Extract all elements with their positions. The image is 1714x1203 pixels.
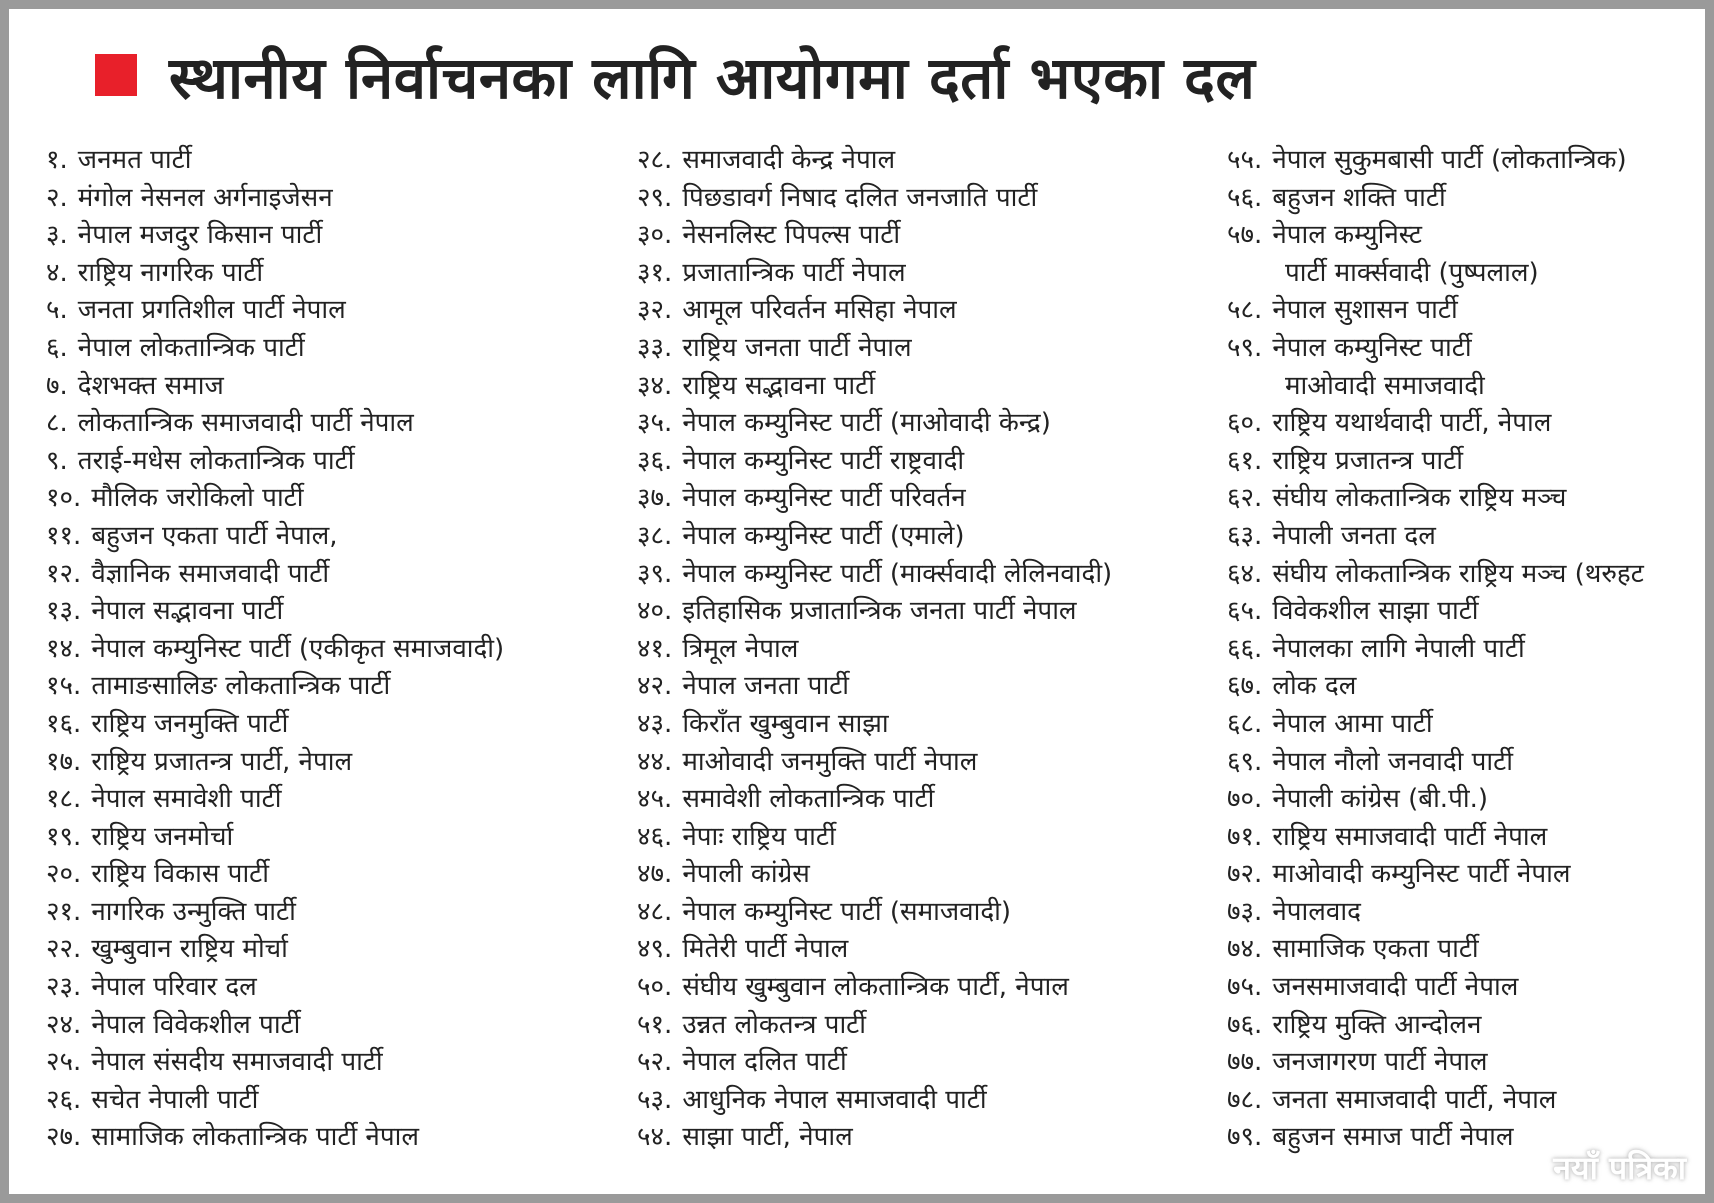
party-name: साझा पार्टी, नेपाल bbox=[682, 1122, 853, 1153]
party-name: नेपाल कम्युनिस्ट पार्टी राष्ट्रवादी bbox=[682, 445, 965, 476]
party-name: नेपालका लागि नेपाली पार्टी bbox=[1272, 633, 1525, 664]
party-name: संघीय लोकतान्त्रिक राष्ट्रिय मञ्च bbox=[1272, 483, 1567, 514]
party-name: नेपाली कांग्रेस bbox=[682, 859, 810, 890]
party-list-item bbox=[46, 1007, 504, 1045]
party-number: ९. bbox=[46, 445, 68, 476]
party-number: ७. bbox=[46, 370, 68, 401]
party-name: प्रजातान्त्रिक पार्टी नेपाल bbox=[682, 257, 906, 288]
party-list-item bbox=[1227, 1082, 1644, 1120]
party-number: ५७. bbox=[1227, 220, 1263, 251]
party-number: ६४. bbox=[1227, 558, 1263, 589]
party-name: राष्ट्रिय मुक्ति आन्दोलन bbox=[1272, 1009, 1482, 1040]
party-name: नेपाली कांग्रेस (बी.पी.) bbox=[1272, 784, 1488, 815]
party-name: त्रिमूल नेपाल bbox=[682, 633, 799, 664]
party-number: ५. bbox=[46, 295, 68, 326]
party-name: माओवादी समाजवादी bbox=[1285, 370, 1485, 401]
party-number: ६६. bbox=[1227, 633, 1263, 664]
party-number: ७१. bbox=[1227, 821, 1263, 852]
party-name: नेसनलिस्ट पिपल्स पार्टी bbox=[682, 220, 901, 251]
party-list-item bbox=[637, 217, 1112, 255]
party-list-item bbox=[637, 1044, 1112, 1082]
party-number: २५. bbox=[46, 1047, 82, 1078]
party-list-item bbox=[46, 368, 504, 406]
party-name: नेपाल समावेशी पार्टी bbox=[91, 784, 282, 815]
party-name: नेपाल मजदुर किसान पार्टी bbox=[77, 220, 323, 251]
party-column-3 bbox=[1227, 142, 1644, 1157]
party-list-item bbox=[637, 668, 1112, 706]
party-name: आधुनिक नेपाल समाजवादी पार्टी bbox=[682, 1084, 987, 1115]
party-name: नेपाल कम्युनिस्ट पार्टी (माओवादी केन्द्र) bbox=[682, 408, 1051, 439]
party-list-item bbox=[46, 744, 504, 782]
party-name: राष्ट्रिय विकास पार्टी bbox=[91, 859, 270, 890]
party-number: ७७. bbox=[1227, 1047, 1263, 1078]
party-name: वैज्ञानिक समाजवादी पार्टी bbox=[91, 558, 330, 589]
party-number: ५८. bbox=[1227, 295, 1263, 326]
party-list bbox=[0, 142, 1714, 1152]
party-name: जनजागरण पार्टी नेपाल bbox=[1272, 1047, 1488, 1078]
party-list-item bbox=[46, 292, 504, 330]
party-number: २१. bbox=[46, 896, 82, 927]
party-list-item bbox=[1227, 405, 1644, 443]
party-name: देशभक्त समाज bbox=[77, 370, 224, 401]
party-number: ४४. bbox=[637, 746, 673, 777]
party-number: ७३. bbox=[1227, 896, 1263, 927]
party-number: ५०. bbox=[637, 972, 673, 1003]
party-name: नेपाल कम्युनिस्ट पार्टी bbox=[1272, 332, 1472, 363]
party-list-item bbox=[46, 255, 504, 293]
party-name: राष्ट्रिय नागरिक पार्टी bbox=[77, 257, 264, 288]
party-name: मौलिक जरोकिलो पार्टी bbox=[91, 483, 304, 514]
party-list-item bbox=[1227, 969, 1644, 1007]
party-list-item bbox=[637, 443, 1112, 481]
party-number: २. bbox=[46, 182, 68, 213]
party-list-item-continuation bbox=[1227, 255, 1644, 293]
party-list-item bbox=[637, 180, 1112, 218]
party-list-item bbox=[1227, 781, 1644, 819]
party-number: ३१. bbox=[637, 257, 673, 288]
party-list-item bbox=[1227, 1044, 1644, 1082]
party-list-item bbox=[1227, 706, 1644, 744]
party-list-item bbox=[637, 368, 1112, 406]
party-number: २९. bbox=[637, 182, 673, 213]
party-name: इतिहासिक प्रजातान्त्रिक जनता पार्टी नेपाल bbox=[682, 596, 1077, 627]
party-name: नेपाल संसदीय समाजवादी पार्टी bbox=[91, 1047, 383, 1078]
party-number: ३२. bbox=[637, 295, 673, 326]
party-number: ४६. bbox=[637, 821, 673, 852]
party-number: ६२. bbox=[1227, 483, 1263, 514]
party-list-item bbox=[46, 1082, 504, 1120]
party-list-item bbox=[46, 931, 504, 969]
party-number: ३. bbox=[46, 220, 68, 251]
party-list-item bbox=[637, 744, 1112, 782]
party-name: नेपाल कम्युनिस्ट पार्टी (मार्क्सवादी लेलिनवादी) bbox=[682, 558, 1113, 589]
party-name: नेपाल विवेकशील पार्टी bbox=[91, 1009, 301, 1040]
party-list-item bbox=[1227, 142, 1644, 180]
party-number: ३८. bbox=[637, 520, 673, 551]
party-name: सामाजिक लोकतान्त्रिक पार्टी नेपाल bbox=[91, 1122, 419, 1153]
party-list-item bbox=[637, 405, 1112, 443]
party-number: १५. bbox=[46, 671, 82, 702]
party-list-item bbox=[637, 631, 1112, 669]
party-number: १४. bbox=[46, 633, 82, 664]
red-square-marker bbox=[95, 54, 137, 96]
party-number: १९. bbox=[46, 821, 82, 852]
party-list-item bbox=[1227, 631, 1644, 669]
party-number: २३. bbox=[46, 972, 82, 1003]
party-name: संघीय खुम्बुवान लोकतान्त्रिक पार्टी, नेपाल bbox=[682, 972, 1069, 1003]
party-list-item bbox=[1227, 443, 1644, 481]
party-list-item bbox=[46, 856, 504, 894]
party-column-1 bbox=[46, 142, 504, 1157]
party-list-item bbox=[46, 443, 504, 481]
party-number: ११. bbox=[46, 520, 82, 551]
party-number: ५९. bbox=[1227, 332, 1263, 363]
party-list-item bbox=[637, 518, 1112, 556]
party-number: ४२. bbox=[637, 671, 673, 702]
party-number: ८. bbox=[46, 408, 68, 439]
party-number: २२. bbox=[46, 934, 82, 965]
party-number: ३३. bbox=[637, 332, 673, 363]
party-number: २०. bbox=[46, 859, 82, 890]
party-number: ७८. bbox=[1227, 1084, 1263, 1115]
party-list-item bbox=[637, 1007, 1112, 1045]
party-list-item bbox=[637, 255, 1112, 293]
party-list-item bbox=[1227, 180, 1644, 218]
party-list-item bbox=[637, 330, 1112, 368]
party-name: राष्ट्रिय समाजवादी पार्टी नेपाल bbox=[1272, 821, 1548, 852]
party-name: तामाङसालिङ लोकतान्त्रिक पार्टी bbox=[91, 671, 391, 702]
party-name: तराई-मधेस लोकतान्त्रिक पार्टी bbox=[77, 445, 355, 476]
party-list-item bbox=[46, 142, 504, 180]
party-number: ३७. bbox=[637, 483, 673, 514]
party-list-item bbox=[637, 556, 1112, 594]
party-number: १०. bbox=[46, 483, 82, 514]
party-number: ३५. bbox=[637, 408, 673, 439]
party-list-item bbox=[1227, 480, 1644, 518]
party-list-item bbox=[46, 706, 504, 744]
party-name: मितेरी पार्टी नेपाल bbox=[682, 934, 849, 965]
party-name: बहुजन शक्ति पार्टी bbox=[1272, 182, 1446, 213]
party-name: समाजवादी केन्द्र नेपाल bbox=[682, 145, 896, 175]
party-name: समावेशी लोकतान्त्रिक पार्टी bbox=[682, 784, 935, 815]
party-name: जनता समाजवादी पार्टी, नेपाल bbox=[1272, 1084, 1557, 1115]
party-name: राष्ट्रिय यथार्थवादी पार्टी, नेपाल bbox=[1272, 408, 1552, 439]
party-number: ५३. bbox=[637, 1084, 673, 1115]
party-name: नेपाल नौलो जनवादी पार्टी bbox=[1272, 746, 1513, 777]
party-name: राष्ट्रिय प्रजातन्त्र पार्टी, नेपाल bbox=[91, 746, 353, 777]
party-list-item bbox=[46, 1119, 504, 1157]
party-name: उन्नत लोकतन्त्र पार्टी bbox=[682, 1009, 867, 1040]
party-list-item bbox=[1227, 217, 1644, 255]
party-number: ३०. bbox=[637, 220, 673, 251]
party-name: मंगोल नेसनल अर्गनाइजेसन bbox=[77, 182, 333, 213]
party-name: नेपाल कम्युनिस्ट पार्टी (एमाले) bbox=[682, 520, 965, 551]
party-list-item bbox=[1227, 856, 1644, 894]
party-list-item bbox=[637, 781, 1112, 819]
party-name: पिछडावर्ग निषाद दलित जनजाति पार्टी bbox=[682, 182, 1038, 213]
party-number: ७४. bbox=[1227, 934, 1263, 965]
party-name: नेपाल जनता पार्टी bbox=[682, 671, 850, 702]
party-number: ३४. bbox=[637, 370, 673, 401]
party-list-item bbox=[637, 480, 1112, 518]
party-name: लोकतान्त्रिक समाजवादी पार्टी नेपाल bbox=[77, 408, 414, 439]
party-number: २७. bbox=[46, 1122, 82, 1153]
party-name: नेपाः राष्ट्रिय पार्टी bbox=[682, 821, 836, 852]
party-number: ५५. bbox=[1227, 145, 1263, 175]
party-number: ६९. bbox=[1227, 746, 1263, 777]
party-number: ५२. bbox=[637, 1047, 673, 1078]
party-name: नेपाल कम्युनिस्ट पार्टी (एकीकृत समाजवादी) bbox=[91, 633, 505, 664]
party-name: राष्ट्रिय प्रजातन्त्र पार्टी bbox=[1272, 445, 1463, 476]
party-list-item bbox=[1227, 819, 1644, 857]
party-column-2 bbox=[637, 142, 1112, 1157]
party-name: लोक दल bbox=[1272, 671, 1357, 702]
party-name: नेपाली जनता दल bbox=[1272, 520, 1436, 551]
party-list-item bbox=[46, 668, 504, 706]
party-number: ६१. bbox=[1227, 445, 1263, 476]
party-number: ४७. bbox=[637, 859, 673, 890]
party-list-item bbox=[46, 518, 504, 556]
party-list-item bbox=[1227, 593, 1644, 631]
party-list-item bbox=[1227, 744, 1644, 782]
party-number: २८. bbox=[637, 145, 673, 175]
party-list-item bbox=[637, 931, 1112, 969]
party-number: ६. bbox=[46, 332, 68, 363]
party-number: ४८. bbox=[637, 896, 673, 927]
party-name: माओवादी जनमुक्ति पार्टी नेपाल bbox=[682, 746, 978, 777]
header bbox=[95, 30, 1255, 120]
party-name: बहुजन समाज पार्टी नेपाल bbox=[1272, 1122, 1514, 1153]
party-name: किराँत खुम्बुवान साझा bbox=[682, 708, 889, 739]
party-name: नेपाल सद्भावना पार्टी bbox=[91, 596, 284, 627]
party-list-item bbox=[1227, 931, 1644, 969]
party-number: ४०. bbox=[637, 596, 673, 627]
party-number: ७६. bbox=[1227, 1009, 1263, 1040]
party-number: ६३. bbox=[1227, 520, 1263, 551]
party-number: १. bbox=[46, 145, 68, 175]
party-list-item bbox=[1227, 330, 1644, 368]
party-number: ४९. bbox=[637, 934, 673, 965]
party-list-item bbox=[46, 631, 504, 669]
party-list-item bbox=[1227, 1007, 1644, 1045]
party-name: राष्ट्रिय जनमुक्ति पार्टी bbox=[91, 708, 289, 739]
party-number: ६०. bbox=[1227, 408, 1263, 439]
party-name: सचेत नेपाली पार्टी bbox=[91, 1084, 259, 1115]
party-number: ६८. bbox=[1227, 708, 1263, 739]
party-number: ५६. bbox=[1227, 182, 1263, 213]
party-list-item bbox=[46, 405, 504, 443]
party-name: नेपाल दलित पार्टी bbox=[682, 1047, 847, 1078]
party-name: बहुजन एकता पार्टी नेपाल, bbox=[91, 520, 338, 551]
newspaper-watermark: नयाँ पत्रिका bbox=[1553, 1149, 1686, 1187]
party-number: २६. bbox=[46, 1084, 82, 1115]
party-number: २४. bbox=[46, 1009, 82, 1040]
party-name: नेपालवाद bbox=[1272, 896, 1361, 927]
party-number: ६७. bbox=[1227, 671, 1263, 702]
party-number: ३९. bbox=[637, 558, 673, 589]
party-name: राष्ट्रिय जनता पार्टी नेपाल bbox=[682, 332, 912, 363]
party-name: सामाजिक एकता पार्टी bbox=[1272, 934, 1479, 965]
party-list-item bbox=[46, 180, 504, 218]
party-list-item bbox=[637, 142, 1112, 180]
party-name: नेपाल कम्युनिस्ट bbox=[1272, 220, 1423, 251]
party-number: ५४. bbox=[637, 1122, 673, 1153]
party-list-item bbox=[46, 819, 504, 857]
party-list-item bbox=[46, 969, 504, 1007]
party-number: ७०. bbox=[1227, 784, 1263, 815]
party-list-item bbox=[1227, 894, 1644, 932]
party-list-item bbox=[46, 894, 504, 932]
party-list-item bbox=[1227, 518, 1644, 556]
party-list-item bbox=[46, 330, 504, 368]
party-list-item bbox=[1227, 556, 1644, 594]
party-number: ६५. bbox=[1227, 596, 1263, 627]
party-list-item bbox=[637, 969, 1112, 1007]
party-name: जनसमाजवादी पार्टी नेपाल bbox=[1272, 972, 1519, 1003]
party-number: ४१. bbox=[637, 633, 673, 664]
party-name: नेपाल आमा पार्टी bbox=[1272, 708, 1433, 739]
party-list-item bbox=[637, 1119, 1112, 1157]
party-number: ५१. bbox=[637, 1009, 673, 1040]
party-name: नेपाल कम्युनिस्ट पार्टी परिवर्तन bbox=[682, 483, 966, 514]
party-list-item bbox=[637, 1082, 1112, 1120]
party-name: पार्टी मार्क्सवादी (पुष्पलाल) bbox=[1285, 257, 1539, 288]
party-name: आमूल परिवर्तन मसिहा नेपाल bbox=[682, 295, 957, 326]
party-number: १७. bbox=[46, 746, 82, 777]
party-list-item bbox=[46, 593, 504, 631]
party-list-item bbox=[1227, 668, 1644, 706]
party-list-item bbox=[46, 556, 504, 594]
party-list-item bbox=[637, 856, 1112, 894]
party-number: ७५. bbox=[1227, 972, 1263, 1003]
page-title: स्थानीय निर्वाचनका लागि आयोगमा दर्ता भएका दल bbox=[169, 43, 1256, 112]
party-list-item bbox=[46, 480, 504, 518]
party-number: ७२. bbox=[1227, 859, 1263, 890]
party-list-item bbox=[46, 1044, 504, 1082]
party-name: नेपाल परिवार दल bbox=[91, 972, 257, 1003]
party-name: नेपाल सुशासन पार्टी bbox=[1272, 295, 1458, 326]
party-number: १२. bbox=[46, 558, 82, 589]
party-list-item bbox=[1227, 292, 1644, 330]
party-name: जनमत पार्टी bbox=[77, 145, 192, 175]
party-number: ४. bbox=[46, 257, 68, 288]
party-list-item bbox=[637, 593, 1112, 631]
party-name: विवेकशील साझा पार्टी bbox=[1272, 596, 1479, 627]
party-number: ३६. bbox=[637, 445, 673, 476]
party-list-item-continuation bbox=[1227, 368, 1644, 406]
party-name: राष्ट्रिय जनमोर्चा bbox=[91, 821, 234, 852]
party-name: संघीय लोकतान्त्रिक राष्ट्रिय मञ्च (थरुहट bbox=[1272, 558, 1644, 589]
party-list-item bbox=[637, 292, 1112, 330]
party-list-item bbox=[637, 706, 1112, 744]
party-number: ४३. bbox=[637, 708, 673, 739]
party-number: १६. bbox=[46, 708, 82, 739]
party-list-item bbox=[637, 894, 1112, 932]
party-number: ७९. bbox=[1227, 1122, 1263, 1153]
party-name: जनता प्रगतिशील पार्टी नेपाल bbox=[77, 295, 346, 326]
party-list-item bbox=[46, 781, 504, 819]
party-number: १३. bbox=[46, 596, 82, 627]
party-number: १८. bbox=[46, 784, 82, 815]
party-list-item bbox=[46, 217, 504, 255]
party-number: ४५. bbox=[637, 784, 673, 815]
party-name: नेपाल लोकतान्त्रिक पार्टी bbox=[77, 332, 305, 363]
party-name: नेपाल कम्युनिस्ट पार्टी (समाजवादी) bbox=[682, 896, 1012, 927]
party-name: खुम्बुवान राष्ट्रिय मोर्चा bbox=[91, 934, 288, 965]
party-name: माओवादी कम्युनिस्ट पार्टी नेपाल bbox=[1272, 859, 1571, 890]
party-name: नेपाल सुकुमबासी पार्टी (लोकतान्त्रिक) bbox=[1272, 145, 1627, 175]
party-list-item bbox=[637, 819, 1112, 857]
party-name: राष्ट्रिय सद्भावना पार्टी bbox=[682, 370, 875, 401]
party-name: नागरिक उन्मुक्ति पार्टी bbox=[91, 896, 296, 927]
